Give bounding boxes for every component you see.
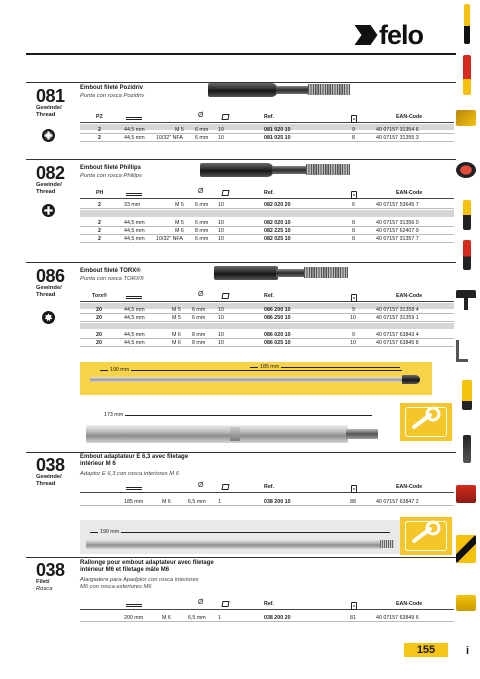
section-038a-table-header — [80, 483, 454, 493]
wrench-icon — [400, 517, 452, 555]
adapter-hex-end — [346, 429, 378, 439]
table-row — [80, 126, 454, 134]
cell-pack: 8 — [352, 135, 355, 141]
cell-diameter: 8 mm — [192, 340, 206, 346]
pack-icon — [351, 114, 357, 124]
cell-pack: 8 — [352, 228, 355, 234]
section-038b-table-header — [80, 600, 454, 610]
table-row — [80, 201, 454, 209]
dimension-173-label: 173 mm — [104, 412, 124, 418]
section-082-title: Embout fileté Phillips — [80, 165, 142, 171]
pozidriv-bit-photo — [208, 80, 354, 100]
cell-diameter: 6 mm — [195, 220, 209, 226]
section-082-caption-2: Thread — [36, 189, 56, 195]
length-icon — [126, 192, 142, 198]
cell-length: 44,5 mm — [124, 127, 145, 133]
cell-length: 44,5 mm — [124, 332, 145, 338]
cell-ref: 082 020 10 — [264, 220, 291, 226]
col-ean-header: EAN-Code — [396, 293, 423, 299]
section-082-caption-1: Gewinde/ — [36, 182, 62, 188]
cell-ref: 086 250 10 — [264, 315, 291, 321]
table-row — [80, 219, 454, 227]
cell-ref: 086 020 10 — [264, 332, 291, 338]
thumb-screwdriver-yellow — [464, 4, 470, 44]
section-081-caption-2: Thread — [36, 112, 56, 118]
cell-ean: 40 07157 63843 4 — [376, 332, 419, 338]
cell-thread: M 6 — [175, 228, 184, 234]
torx-bit-photo — [214, 262, 350, 284]
cell-diameter: 6 mm — [192, 307, 206, 313]
cell-length: 44,5 mm — [124, 340, 145, 346]
cell-pack: 8 — [352, 236, 355, 242]
cell-pack: 10 — [350, 340, 356, 346]
header-rule — [26, 53, 456, 55]
thumb-t-handle — [456, 290, 476, 310]
section-038b-rule — [26, 557, 456, 558]
diameter-icon: Ø — [198, 482, 204, 489]
cell-diameter: 8 mm — [195, 228, 209, 234]
thumb-allen-key — [456, 340, 468, 362]
col-ean-header: EAN-Code — [396, 484, 423, 490]
cell-ean: 40 07157 31355 3 — [376, 135, 419, 141]
dimension-190-label: 190 mm — [110, 367, 130, 373]
cell-ean: 40 07157 63847 2 — [376, 499, 419, 505]
cell-ref: 081 020 10 — [264, 127, 291, 133]
cell-qty: 1 — [218, 615, 221, 621]
cell-size: 2 — [98, 228, 101, 234]
section-038b-caption-1: Filet/ — [36, 579, 50, 585]
cell-qty: 10 — [218, 332, 224, 338]
long-bit-photo-band — [80, 362, 432, 395]
cell-qty: 10 — [218, 220, 224, 226]
section-081-subtitle: Punta con rosca Pozidriv — [80, 93, 145, 99]
cell-qty: 10 — [218, 315, 224, 321]
col-ref-header: Ref. — [264, 293, 275, 299]
thumb-bit-set — [456, 595, 476, 611]
thumb-pliers — [456, 535, 476, 563]
length-icon — [126, 295, 142, 301]
cell-qty: 10 — [218, 228, 224, 234]
adapter-body — [86, 425, 348, 443]
quantity-box-icon — [222, 484, 229, 492]
thumb-screwdriver-red — [463, 55, 471, 95]
section-086-number: 086 — [36, 266, 65, 286]
section-038a-subtitle: Adaptor E 6,3 con rosca interiores M 6 — [80, 471, 179, 477]
thumb-bit-box — [456, 110, 476, 126]
cell-thread: M 6 — [172, 340, 181, 346]
cell-ean: 40 07157 31358 4 — [376, 307, 419, 313]
cell-length: 44,5 mm — [124, 307, 145, 313]
col-size-header: PZ — [96, 114, 103, 120]
cell-pack: 10 — [350, 315, 356, 321]
cell-size: 2 — [98, 135, 101, 141]
cell-ref: 086 025 10 — [264, 340, 291, 346]
wrench-icon — [400, 403, 452, 441]
cell-thread: M 5 — [175, 202, 184, 208]
thumb-screwdriver-2 — [463, 200, 471, 230]
cell-ean: 40 07157 31356 0 — [376, 220, 419, 226]
section-038a-caption-2: Thread — [36, 481, 56, 487]
cell-length: 185 mm — [124, 499, 144, 505]
cell-diameter: 6 mm — [195, 127, 209, 133]
pack-icon — [351, 484, 357, 494]
phillips-bit-photo — [200, 160, 352, 180]
cell-thread: M 6 — [172, 332, 181, 338]
table-row — [80, 339, 454, 347]
diameter-icon: Ø — [198, 291, 204, 298]
diameter-icon: Ø — [198, 188, 204, 195]
cell-size: 20 — [96, 332, 102, 338]
cell-ref: 038 200 10 — [264, 499, 291, 505]
section-082-subtitle: Punta con rosca Phillips — [80, 173, 142, 179]
cell-diameter: 6,5 mm — [188, 615, 206, 621]
section-038b-subtitle-2: M6 con rosca exteriores M6 — [80, 584, 152, 590]
length-icon — [126, 603, 142, 609]
section-081-table-header — [80, 113, 454, 123]
adapter-photo — [80, 405, 380, 450]
extension-thread-end — [380, 540, 394, 548]
cell-thread: M 5 — [175, 220, 184, 226]
cell-size: 20 — [96, 315, 102, 321]
cell-pack: 8 — [352, 220, 355, 226]
table-spacer — [80, 323, 454, 329]
quantity-box-icon — [222, 601, 229, 609]
quantity-box-icon — [222, 190, 229, 198]
section-038b-title-1: Rallonge pour embout adaptateur avec filetage — [80, 560, 214, 566]
col-ref-header: Ref. — [264, 601, 275, 607]
cell-ean: 40 07157 31357 7 — [376, 236, 419, 242]
cell-ref: 082 225 10 — [264, 228, 291, 234]
table-row — [80, 614, 454, 622]
pack-icon — [351, 190, 357, 200]
col-ref-header: Ref. — [264, 190, 275, 196]
dimension-190b-label: 190 mm — [100, 529, 120, 535]
wrench-feature-badge — [400, 403, 452, 441]
col-ref-header: Ref. — [264, 484, 275, 490]
section-038a-title-2: intérieur M 6 — [80, 461, 116, 467]
pack-icon — [351, 293, 357, 303]
col-ean-header: EAN-Code — [396, 190, 423, 196]
cell-ref: 038 200 20 — [264, 615, 291, 621]
extension-photo — [80, 520, 400, 554]
cell-diameter: 6,5 mm — [188, 499, 206, 505]
page-number: 155 — [404, 643, 448, 657]
long-bit-rod — [90, 377, 410, 382]
long-bit-tip — [402, 375, 420, 384]
pack-icon — [351, 601, 357, 611]
section-081-number: 081 — [36, 86, 65, 106]
cell-pack: 9 — [352, 127, 355, 133]
cell-length: 44,5 mm — [124, 228, 145, 234]
section-081-title: Embout fileté Pozidriv — [80, 85, 144, 91]
cell-pack: 6 — [352, 202, 355, 208]
section-038b-caption-2: Rosca — [36, 586, 53, 592]
cell-length: 44,5 mm — [124, 135, 145, 141]
cell-pack: 9 — [352, 307, 355, 313]
thumb-screwdriver-3 — [463, 240, 471, 270]
cell-diameter: 8 mm — [192, 332, 206, 338]
cell-size: 2 — [98, 127, 101, 133]
cell-pack: 81 — [350, 615, 356, 621]
cell-thread: M 5 — [172, 307, 181, 313]
col-ean-header: EAN-Code — [396, 601, 423, 607]
cell-qty: 1 — [218, 499, 221, 505]
col-size-header: PH — [96, 190, 104, 196]
cell-size: 20 — [96, 340, 102, 346]
cell-qty: 10 — [218, 202, 224, 208]
section-038b-number: 038 — [36, 560, 65, 580]
brand-name: felo — [379, 19, 424, 50]
diameter-icon: Ø — [198, 599, 204, 606]
section-086-caption-2: Thread — [36, 292, 56, 298]
adapter-groove — [230, 427, 240, 441]
length-icon — [126, 486, 142, 492]
cell-size: 2 — [98, 236, 101, 242]
cell-thread: M 6 — [162, 615, 171, 621]
section-038a-rule — [26, 452, 456, 453]
cell-diameter: 6 mm — [195, 202, 209, 208]
section-038a-caption-1: Gewinde/ — [36, 474, 62, 480]
phillips-symbol-icon — [42, 204, 55, 217]
cell-thread: M 6 — [162, 499, 171, 505]
section-086-subtitle: Punta con rosca TORX® — [80, 276, 144, 282]
felo-logo — [358, 19, 450, 50]
section-038b-title-2: intérieur M6 et filetage mâle M6 — [80, 567, 170, 573]
table-row — [80, 306, 454, 314]
cell-ean: 40 07157 31354 6 — [376, 127, 419, 133]
cell-qty: 10 — [218, 135, 224, 141]
cell-ean: 40 07157 53645 7 — [376, 202, 419, 208]
section-086-caption-1: Gewinde/ — [36, 285, 62, 291]
cell-thread: M 5 — [172, 315, 181, 321]
section-082-number: 082 — [36, 163, 65, 183]
table-row — [80, 235, 454, 243]
thumb-tape-holder — [456, 162, 476, 178]
cell-size: 2 — [98, 202, 101, 208]
cell-ean: 40 07157 63849 6 — [376, 615, 419, 621]
table-row — [80, 314, 454, 322]
col-ref-header: Ref. — [264, 114, 275, 120]
section-086-table-header — [80, 292, 454, 302]
table-row — [80, 227, 454, 235]
section-082-table-header — [80, 189, 454, 199]
cell-qty: 10 — [218, 340, 224, 346]
section-038a-number: 038 — [36, 455, 65, 475]
cell-length: 200 mm — [124, 615, 144, 621]
cell-ref: 082 025 10 — [264, 236, 291, 242]
cell-qty: 10 — [218, 307, 224, 313]
wrench-feature-badge-2 — [400, 517, 452, 555]
cell-ean: 40 07157 62407 9 — [376, 228, 419, 234]
table-row — [80, 134, 454, 142]
quantity-box-icon — [222, 293, 229, 301]
cell-ref: 082 020 20 — [264, 202, 291, 208]
section-081-caption-1: Gewinde/ — [36, 105, 62, 111]
length-icon — [126, 116, 142, 122]
thumb-ratchet — [462, 380, 472, 410]
section-038b-subtitle-1: Alargadera para Apadptor con rosca interiores — [80, 577, 199, 583]
dimension-185-label: 185 mm — [260, 364, 280, 370]
cell-length: 33 mm — [124, 202, 141, 208]
cell-qty: 10 — [218, 236, 224, 242]
page-marker: i — [466, 645, 470, 657]
cell-diameter: 6 mm — [195, 135, 209, 141]
extension-body — [86, 539, 382, 549]
thumb-red-case — [456, 485, 476, 503]
table-row — [80, 498, 454, 506]
cell-size: 2 — [98, 220, 101, 226]
cell-ean: 40 07157 31359 1 — [376, 315, 419, 321]
torx-symbol-icon — [42, 311, 55, 324]
col-size-header: Torx® — [92, 293, 107, 299]
quantity-box-icon — [222, 114, 229, 122]
cell-diameter: 6 mm — [192, 315, 206, 321]
cell-diameter: 6 mm — [195, 236, 209, 242]
cell-size: 20 — [96, 307, 102, 313]
section-038a-title-1: Embout adaptateur E 6,3 avec filetage — [80, 454, 189, 460]
cell-length: 44,5 mm — [124, 220, 145, 226]
cell-pack: 9 — [352, 332, 355, 338]
section-086-title: Embout fileté TORX® — [80, 268, 141, 274]
cell-length: 44,5 mm — [124, 315, 145, 321]
pozidriv-symbol-icon — [42, 129, 55, 142]
cell-thread: M 5 — [175, 127, 184, 133]
cell-ref: 081 025 10 — [264, 135, 291, 141]
cell-thread: 10/32" NFA — [156, 236, 183, 242]
table-row — [80, 331, 454, 339]
col-ean-header: EAN-Code — [396, 114, 423, 120]
cell-pack: 88 — [350, 499, 356, 505]
cell-ref: 086 200 10 — [264, 307, 291, 313]
cell-ean: 40 07157 63845 8 — [376, 340, 419, 346]
cell-thread: 10/32" NFA — [156, 135, 183, 141]
thumb-bit-black — [463, 435, 471, 463]
felo-logo-mark — [358, 25, 376, 45]
table-spacer — [80, 210, 454, 217]
cell-qty: 10 — [218, 127, 224, 133]
diameter-icon: Ø — [198, 112, 204, 119]
cell-length: 44,5 mm — [124, 236, 145, 242]
